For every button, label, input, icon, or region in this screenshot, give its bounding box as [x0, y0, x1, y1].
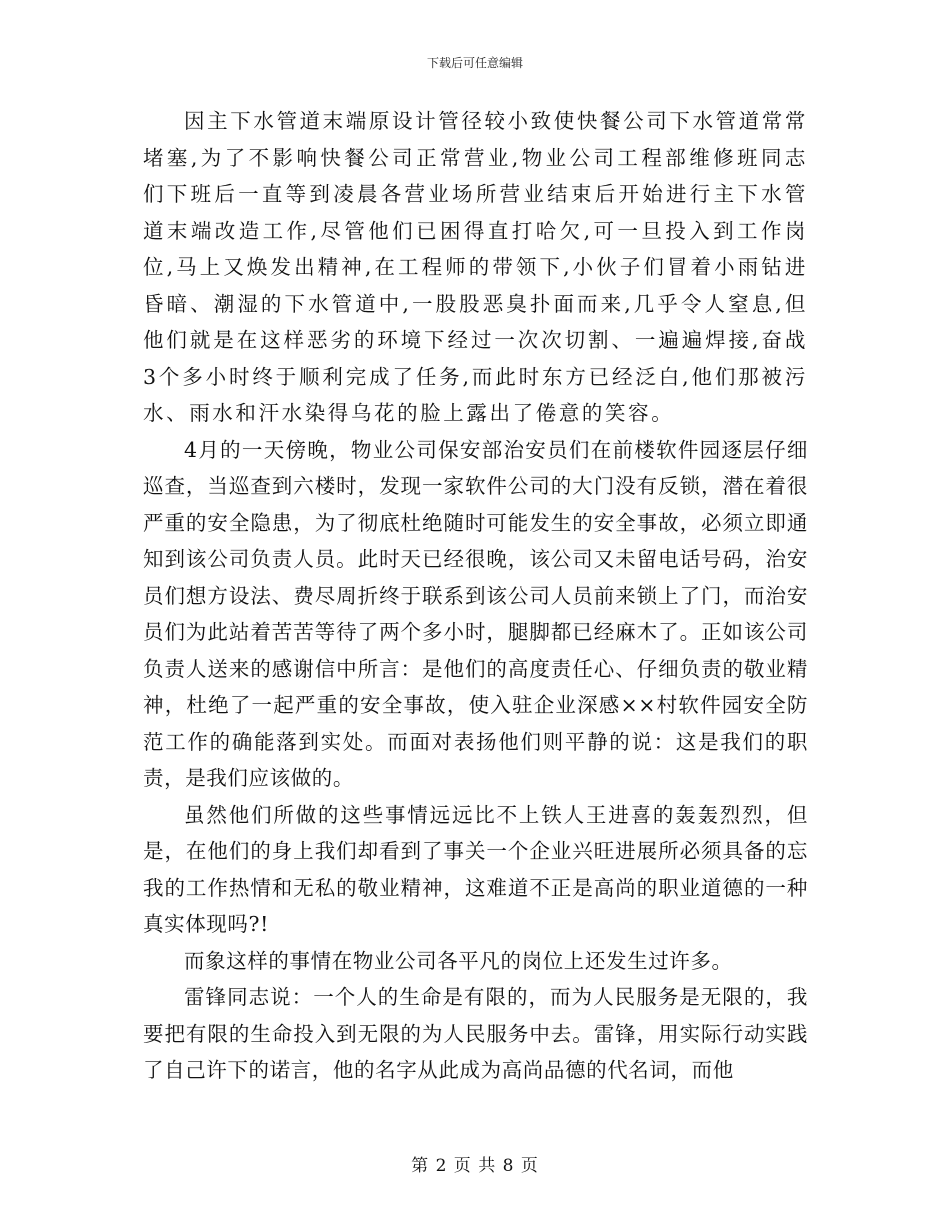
- page-header-note: 下载后可任意编辑: [426, 56, 523, 70]
- footer-total-pages: 8: [502, 1156, 515, 1176]
- paragraph-5: 雷锋同志说：一个人的生命是有限的，而为人民服务是无限的，我要把有限的生命投入到无限的为人民服务中去。雷锋，用实际行动实践了自己许下的诺言，他的名字从此成为高尚品德的代名词，而他: [143, 985, 808, 1082]
- footer-prefix: 第: [411, 1156, 430, 1176]
- footer-middle: 页 共: [453, 1156, 497, 1176]
- paragraph-2: 4月的一天傍晚，物业公司保安部治安员们在前楼软件园逐层仔细巡查，当巡查到六楼时，发现一家软件公司的大门没有反锁，潜在着很严重的安全隐患，为了彻底杜绝随时可能发生的安全事故，必须立即通知到该公司负责人员。此时天已经很晚，该公司又未留电话号码，治安员们想方设法、费尽周折终于联系到该公司人员前来锁上了门，而治安员们为此站着苦苦等待了两个多小时，腿脚都已经麻木了。正如该公司负责人送来的感谢信中所言：是他们的高度责任心、仔细负责的敬业精神，杜绝了一起严重的安全事故，使入驻企业深感××村软件园安全防范工作的确能落到实处。而面对表扬他们则平静的说：这是我们的职责，是我们应该做的。: [143, 437, 808, 790]
- paragraph-1: 因主下水管道末端原设计管径较小致使快餐公司下水管道常常堵塞,为了不影响快餐公司正常营业,物业公司工程部维修班同志们下班后一直等到凌晨各营业场所营业结束后开始进行主下水管道末端改造工作,尽管他们已困得直打哈欠,可一旦投入到工作岗位,马上又焕发出精神,在工程师的带领下,小伙子们冒着小雨钻进昏暗、潮湿的下水管道中,一股股恶臭扑面而来,几乎令人窒息,但他们就是在这样恶劣的环境下经过一次次切割、一遍遍焊接,奋战3个多小时终于顺利完成了任务,而此时东方已经泛白,他们那被污水、雨水和汗水染得乌花的脸上露出了倦意的笑容。: [143, 109, 808, 425]
- paragraph-3: 虽然他们所做的这些事情远远比不上铁人王进喜的轰轰烈烈，但是，在他们的身上我们却看到了事关一个企业兴旺进展所必须具备的忘我的工作热情和无私的敬业精神，这难道不正是高尚的职业道德的一种真实体现吗?!: [143, 802, 808, 936]
- page-footer: [0, 1151, 950, 1176]
- footer-page-number: 2: [435, 1156, 448, 1176]
- paragraph-4: 而象这样的事情在物业公司各平凡的岗位上还发生过许多。: [184, 948, 733, 973]
- footer-suffix: 页: [520, 1156, 539, 1176]
- document-body: [143, 103, 808, 1089]
